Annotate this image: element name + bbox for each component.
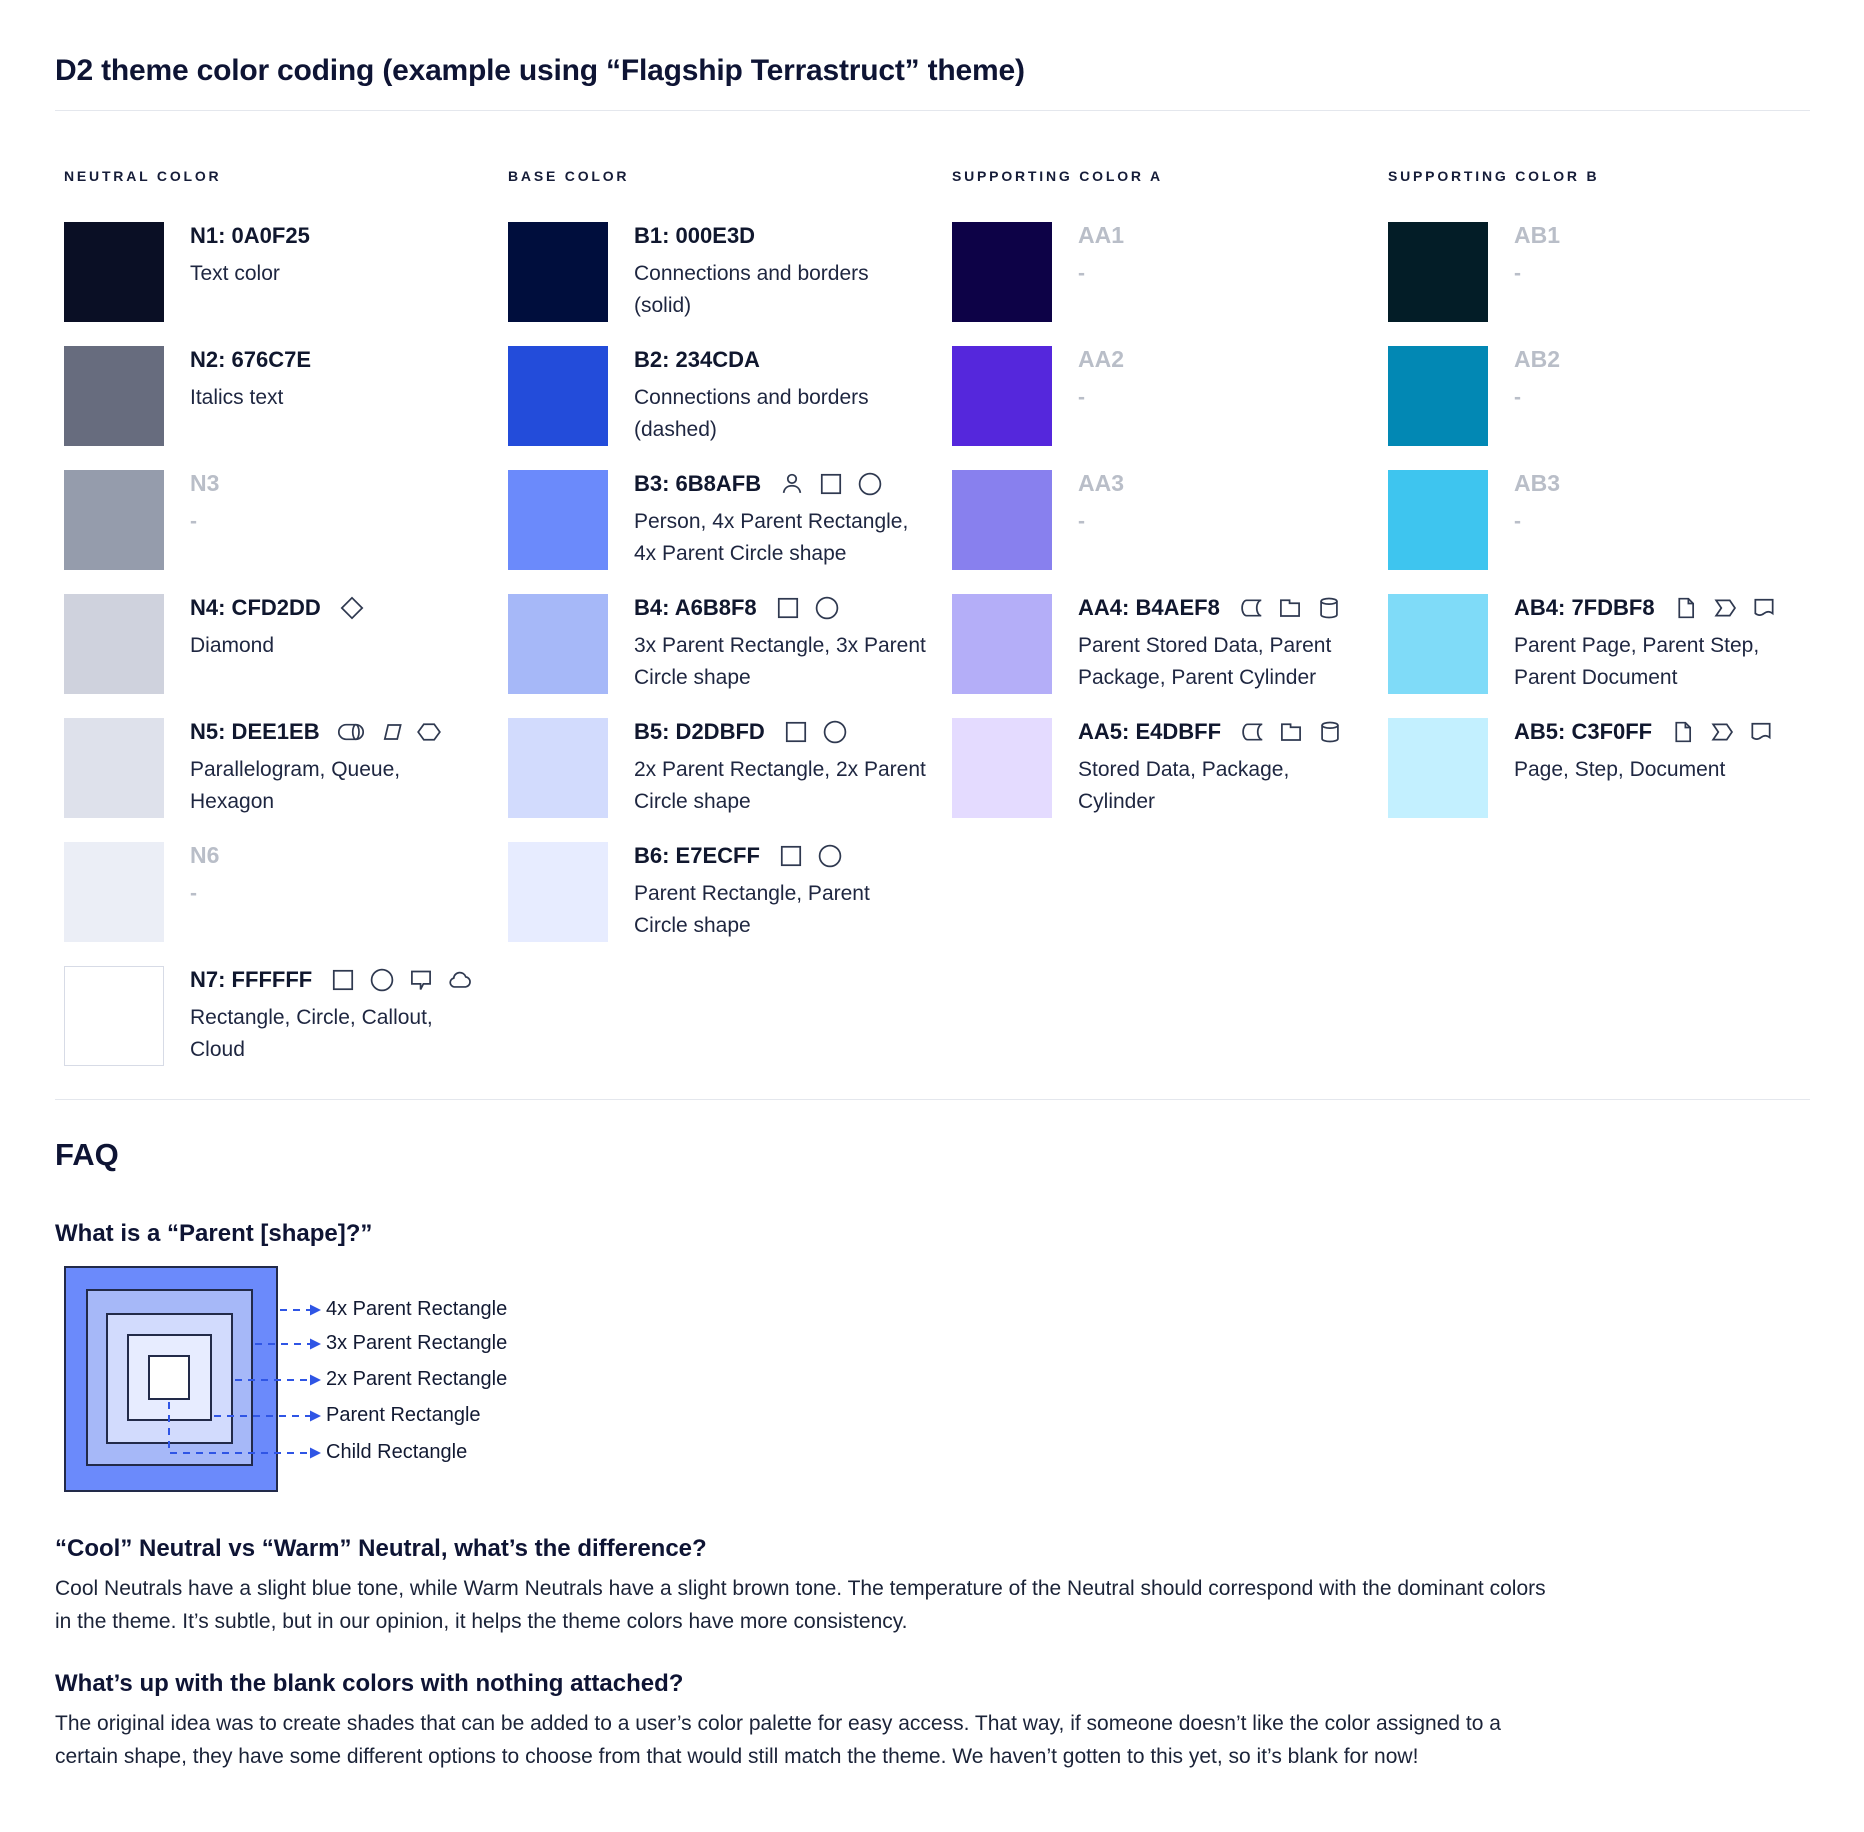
swatch-row <box>64 222 506 322</box>
swatch-label: B6: E7ECFF <box>634 843 760 868</box>
package-icon <box>1278 719 1304 745</box>
swatch-label: AB3 <box>1514 470 1561 496</box>
shape-icons <box>1238 595 1342 621</box>
shape-icons <box>1670 719 1774 745</box>
cloud-icon <box>447 967 473 993</box>
swatch-description: Page, Step, Document <box>1514 758 1726 781</box>
swatch-row <box>64 346 506 446</box>
swatch-row <box>508 222 950 322</box>
shape-icons <box>339 595 365 621</box>
faq-question-blank-colors: What’s up with the blank colors with nothing attached? <box>55 1670 684 1697</box>
divider-bottom <box>55 1099 1810 1100</box>
swatch-text <box>190 346 482 414</box>
color-swatch <box>952 594 1052 694</box>
column-header: BASE COLOR <box>508 168 630 184</box>
swatch-text <box>1514 594 1806 694</box>
rectangle-icon <box>778 843 804 869</box>
swatch-text <box>190 470 482 538</box>
swatch-description: - <box>1078 262 1085 285</box>
page-icon <box>1670 719 1696 745</box>
color-swatch <box>64 718 164 818</box>
swatch-text <box>634 470 926 570</box>
swatch-row <box>952 222 1394 322</box>
swatch-label: B5: D2DBFD <box>634 719 765 744</box>
page-title: D2 theme color coding (example using “Flagship Terrastruct” theme) <box>55 54 1025 87</box>
swatch-row <box>64 718 506 818</box>
swatch-label: B1: 000E3D <box>634 223 756 248</box>
shape-icons <box>783 719 848 745</box>
circle-icon <box>857 471 883 497</box>
step-icon <box>1709 719 1735 745</box>
color-swatch <box>952 222 1052 322</box>
swatch-label: AA3 <box>1078 470 1125 496</box>
color-swatch <box>1388 594 1488 694</box>
divider-top <box>55 110 1810 111</box>
swatch-text <box>190 222 482 290</box>
color-swatch <box>64 594 164 694</box>
swatch-description: Parent Rectangle, Parent Circle shape <box>634 882 870 937</box>
faq-answer-cool-warm: Cool Neutrals have a slight blue tone, while Warm Neutrals have a slight brown tone. The temperature of the Neutral should correspond with the dominant colors in the theme. It’s subtle, but in our opinion, it helps the theme colors have more consistency. <box>55 1577 1546 1633</box>
swatch-text <box>190 718 482 818</box>
swatch-row <box>952 346 1394 446</box>
color-swatch <box>1388 222 1488 322</box>
swatch-label: AB4: 7FDBF8 <box>1514 595 1655 620</box>
rectangle-icon <box>775 595 801 621</box>
swatch-row <box>508 718 950 818</box>
color-swatch <box>952 470 1052 570</box>
arrowhead-icon <box>310 1411 321 1422</box>
swatch-label: N6 <box>190 842 220 868</box>
swatch-text <box>634 842 926 942</box>
column-header: NEUTRAL COLOR <box>64 168 222 184</box>
color-swatch <box>1388 718 1488 818</box>
swatch-description: Person, 4x Parent Rectangle, 4x Parent Circle shape <box>634 510 909 565</box>
swatch-label: N2: 676C7E <box>190 347 312 372</box>
color-swatch <box>952 718 1052 818</box>
color-palette <box>0 168 1864 1098</box>
swatch-description: Connections and borders (solid) <box>634 262 869 317</box>
swatch-row <box>1388 470 1830 570</box>
stored-data-icon <box>1239 719 1265 745</box>
circle-icon <box>817 843 843 869</box>
circle-icon <box>822 719 848 745</box>
swatch-description: 3x Parent Rectangle, 3x Parent Circle shape <box>634 634 926 689</box>
parent-shape-diagram <box>64 1266 764 1492</box>
swatch-label: B3: 6B8AFB <box>634 471 762 496</box>
color-swatch <box>64 222 164 322</box>
hexagon-icon <box>416 719 442 745</box>
swatch-text <box>634 718 926 818</box>
swatch-row <box>508 346 950 446</box>
color-swatch <box>952 346 1052 446</box>
swatch-description: - <box>1514 510 1521 533</box>
color-swatch <box>64 470 164 570</box>
color-swatch <box>64 842 164 942</box>
swatch-row <box>952 470 1394 570</box>
color-swatch <box>508 594 608 694</box>
shape-icons <box>338 719 442 745</box>
swatch-row <box>1388 718 1830 818</box>
arrowhead-icon <box>310 1375 321 1386</box>
swatch-description: 2x Parent Rectangle, 2x Parent Circle shape <box>634 758 926 813</box>
queue-icon <box>338 719 364 745</box>
swatch-description: Rectangle, Circle, Callout, Cloud <box>190 1006 433 1061</box>
color-swatch <box>508 718 608 818</box>
shape-icons <box>778 843 843 869</box>
rectangle-icon <box>330 967 356 993</box>
color-swatch <box>64 966 164 1066</box>
shape-icons <box>775 595 840 621</box>
swatch-description: Parent Stored Data, Parent Package, Parent Cylinder <box>1078 634 1332 689</box>
swatch-description: - <box>190 882 197 905</box>
swatch-text <box>1514 718 1806 786</box>
swatch-description: Stored Data, Package, Cylinder <box>1078 758 1290 813</box>
swatch-row <box>508 594 950 694</box>
page-icon <box>1673 595 1699 621</box>
swatch-label: B4: A6B8F8 <box>634 595 757 620</box>
color-swatch <box>508 222 608 322</box>
parallelogram-icon <box>377 719 403 745</box>
swatch-row <box>508 470 950 570</box>
swatch-label: AA1 <box>1078 222 1125 248</box>
shape-icons <box>1673 595 1777 621</box>
swatch-text <box>1078 222 1370 290</box>
swatch-description: - <box>1078 510 1085 533</box>
swatch-text <box>190 842 482 910</box>
circle-icon <box>814 595 840 621</box>
color-swatch <box>508 842 608 942</box>
swatch-description: Parallelogram, Queue, Hexagon <box>190 758 401 813</box>
swatch-description: - <box>1514 386 1521 409</box>
arrowhead-icon <box>310 1339 321 1350</box>
swatch-text <box>1078 346 1370 414</box>
swatch-text <box>1514 222 1806 290</box>
arrowhead-icon <box>310 1305 321 1316</box>
color-swatch <box>64 346 164 446</box>
rectangle-icon <box>783 719 809 745</box>
document-icon <box>1748 719 1774 745</box>
swatch-label: AA2 <box>1078 346 1125 372</box>
swatch-label: AB1 <box>1514 222 1561 248</box>
rectangle-icon <box>818 471 844 497</box>
swatch-row <box>1388 346 1830 446</box>
package-icon <box>1277 595 1303 621</box>
swatch-text <box>1514 346 1806 414</box>
color-swatch <box>508 470 608 570</box>
shape-icons <box>779 471 883 497</box>
shape-icons <box>1239 719 1343 745</box>
column-header: SUPPORTING COLOR A <box>952 168 1163 184</box>
circle-icon <box>369 967 395 993</box>
palette-column <box>64 168 506 1090</box>
swatch-text <box>1514 470 1806 538</box>
swatch-description: Parent Page, Parent Step, Parent Document <box>1514 634 1760 689</box>
swatch-row <box>64 966 506 1066</box>
swatch-label: N1: 0A0F25 <box>190 223 310 248</box>
stored-data-icon <box>1238 595 1264 621</box>
swatch-row <box>64 842 506 942</box>
swatch-row <box>952 594 1394 694</box>
callout-icon <box>408 967 434 993</box>
faq-answer-blank-colors: The original idea was to create shades that can be added to a user’s color palette for easy access. That way, if someone doesn’t like the color assigned to a certain shape, they have some different options to choose from that would still match the theme. We haven’t gotten to this yet, so it’s blank for now! <box>55 1712 1501 1768</box>
color-swatch <box>508 346 608 446</box>
swatch-row <box>952 718 1394 818</box>
swatch-label: N5: DEE1EB <box>190 719 320 744</box>
swatch-label: AA5: E4DBFF <box>1078 719 1222 744</box>
swatch-text <box>1078 470 1370 538</box>
diagram-label: 2x Parent Rectangle <box>326 1368 508 1390</box>
faq-question-parent-shape: What is a “Parent [shape]?” <box>55 1220 373 1247</box>
step-icon <box>1712 595 1738 621</box>
color-swatch <box>1388 346 1488 446</box>
swatch-description: - <box>1514 262 1521 285</box>
swatch-row <box>1388 594 1830 694</box>
swatch-description: Connections and borders (dashed) <box>634 386 869 441</box>
faq-heading: FAQ <box>55 1137 119 1172</box>
swatch-row <box>64 594 506 694</box>
swatch-text <box>634 346 926 446</box>
arrowhead-icon <box>310 1448 321 1459</box>
swatch-description: Text color <box>190 262 280 285</box>
dashed-connector <box>169 1402 310 1453</box>
swatch-text <box>1078 718 1370 818</box>
diagram-label: Parent Rectangle <box>326 1404 481 1426</box>
faq-section <box>55 1136 1570 1773</box>
color-swatch <box>1388 470 1488 570</box>
swatch-label: AB5: C3F0FF <box>1514 719 1653 744</box>
person-icon <box>779 471 805 497</box>
swatch-description: Italics text <box>190 386 284 409</box>
cylinder-icon <box>1317 719 1343 745</box>
swatch-label: B2: 234CDA <box>634 347 760 372</box>
column-header: SUPPORTING COLOR B <box>1388 168 1600 184</box>
swatch-label: N3 <box>190 470 220 496</box>
cylinder-icon <box>1316 595 1342 621</box>
palette-column <box>952 168 1394 842</box>
swatch-text <box>1078 594 1370 694</box>
swatch-description: Diamond <box>190 634 275 657</box>
swatch-description: - <box>1078 386 1085 409</box>
palette-column <box>508 168 950 966</box>
swatch-text <box>634 222 926 322</box>
swatch-row <box>508 842 950 942</box>
faq-question-cool-warm: “Cool” Neutral vs “Warm” Neutral, what’s the difference? <box>55 1535 707 1562</box>
swatch-row <box>64 470 506 570</box>
swatch-label: AA4: B4AEF8 <box>1078 595 1220 620</box>
document-icon <box>1751 595 1777 621</box>
swatch-text <box>190 594 482 662</box>
swatch-text <box>190 966 482 1066</box>
swatch-label: N7: FFFFFF <box>190 967 313 992</box>
swatch-label: N4: CFD2DD <box>190 595 321 620</box>
diagram-label: 3x Parent Rectangle <box>326 1332 508 1354</box>
swatch-label: AB2 <box>1514 346 1561 372</box>
diamond-icon <box>339 595 365 621</box>
palette-column <box>1388 168 1830 842</box>
swatch-row <box>1388 222 1830 322</box>
swatch-description: - <box>190 510 197 533</box>
diagram-label: 4x Parent Rectangle <box>326 1298 508 1320</box>
swatch-text <box>634 594 926 694</box>
diagram-label: Child Rectangle <box>326 1441 468 1463</box>
shape-icons <box>330 967 473 993</box>
